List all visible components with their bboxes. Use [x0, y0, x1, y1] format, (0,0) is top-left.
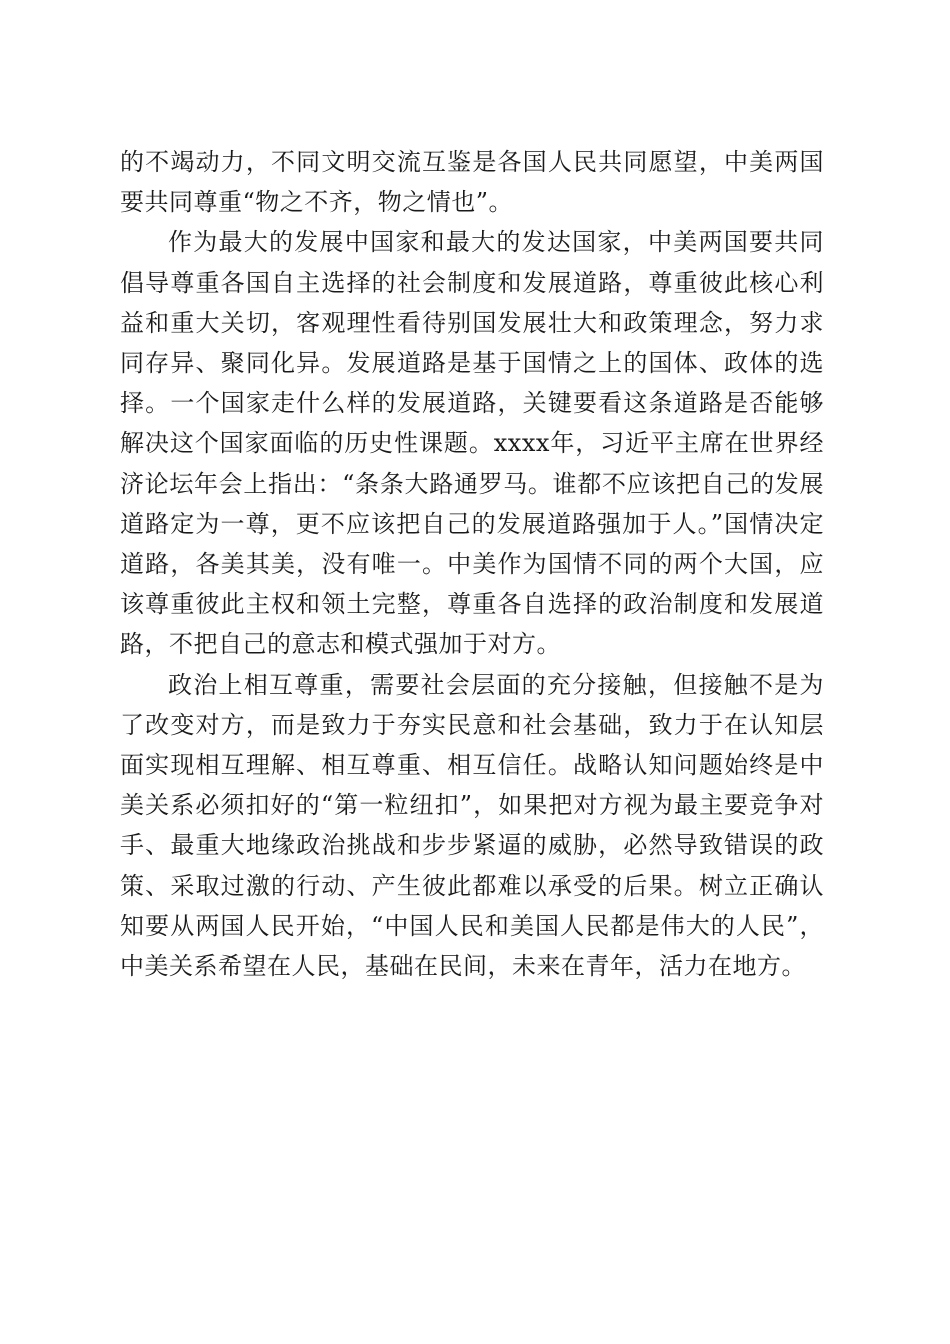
paragraph-1: 的不竭动力，不同文明交流互鉴是各国人民共同愿望，中美两国要共同尊重“物之不齐，物之情也”。 — [120, 148, 824, 217]
paragraph-2: 作为最大的发展中国家和最大的发达国家，中美两国要共同倡导尊重各国自主选择的社会制度和发展道路，尊重彼此核心利益和重大关切，客观理性看待别国发展壮大和政策理念，努力求同存异、聚同化异。发展道路是基于国情之上的国体、政体的选择。一个国家走什么样的发展道路，关键要看这条道路是否能够解决这个国家面临的历史性课题。xxxx年，习近平主席在世界经济论坛年会上指出：“条条大路通罗马。谁都不应该把自己的发展道路定为一尊，更不应该把自己的发展道路强加于人。”国情决定道路，各美其美，没有唯一。中美作为国情不同的两个大国，应该尊重彼此主权和领土完整，尊重各自选择的政治制度和发展道路，不把自己的意志和模式强加于对方。 — [120, 228, 824, 659]
document-body — [120, 142, 824, 986]
paragraph-3: 政治上相互尊重，需要社会层面的充分接触，但接触不是为了改变对方，而是致力于夯实民意和社会基础，致力于在认知层面实现相互理解、相互尊重、相互信任。战略认知问题始终是中美关系必须扣好的“第一粒纽扣”，如果把对方视为最主要竞争对手、最重大地缘政治挑战和步步紧逼的威胁，必然导致错误的政策、采取过激的行动、产生彼此都难以承受的后果。树立正确认知要从两国人民开始，“中国人民和美国人民都是伟大的人民”，中美关系希望在人民，基础在民间，未来在青年，活力在地方。 — [120, 670, 824, 981]
